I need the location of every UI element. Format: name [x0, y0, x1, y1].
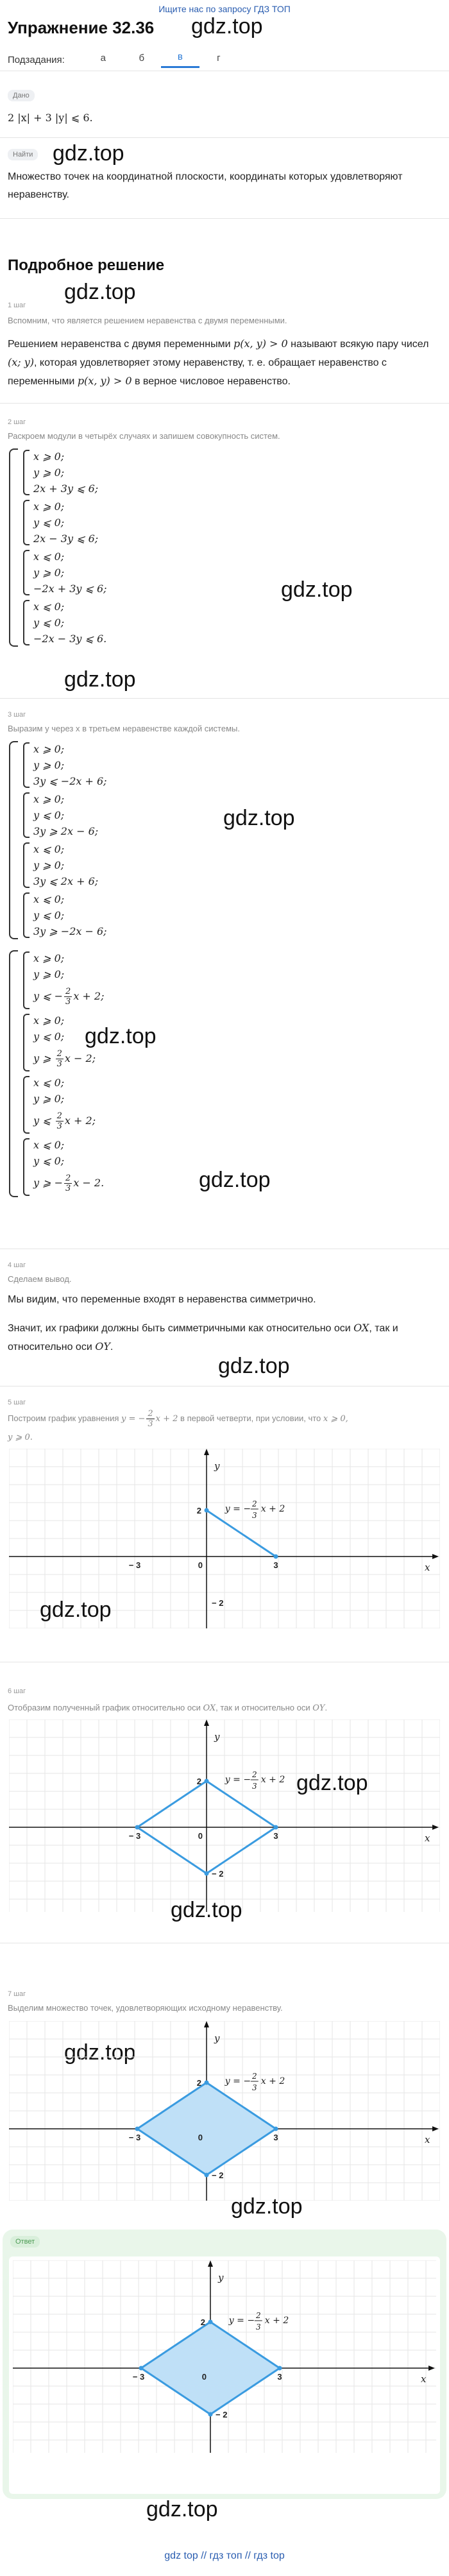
y-axis-label: y: [214, 1460, 220, 1472]
equation-denominator: 3: [251, 1511, 257, 1520]
given-text: 2 |x| + 3 |y| ⩽ 6.: [8, 112, 93, 124]
step-2-intro: Раскроем модули в четырёх случаях и запишем совокупность систем.: [8, 431, 280, 441]
tick-label-y-neg: − 2: [212, 2171, 224, 2180]
graph-step-6: [9, 1719, 440, 1915]
equation-suffix: x + 2: [260, 1504, 285, 1514]
graph-point: [139, 2366, 144, 2371]
equation-prefix: y = −: [224, 1504, 251, 1514]
tick-label-y-neg: − 2: [216, 2410, 228, 2419]
step-1-tag: 1 шаг: [8, 302, 26, 309]
tick-label-x-pos: 3: [273, 1831, 278, 1841]
graph-point: [135, 1825, 140, 1830]
tick-label-x-neg: − 3: [128, 1831, 141, 1841]
watermark: gdz.top: [85, 1024, 157, 1048]
graph-answer: [13, 2260, 436, 2456]
subtask-label: Подзадания:: [8, 54, 65, 65]
watermark: gdz.top: [199, 1168, 271, 1192]
x-axis-arrow: [432, 2126, 439, 2131]
watermark: gdz.top: [296, 1771, 368, 1795]
tick-label-y-pos: 2: [196, 1506, 201, 1515]
system: x ⩽ 0; y ⩾ 0; 3y ⩽ 2x + 6;: [23, 841, 107, 889]
graph-segment: [207, 1827, 276, 1873]
equation-denominator: 3: [255, 2323, 261, 2332]
step-4-line2: Значит, их графики должны быть симметричными как относительно оси OX, так и относительно оси OY.: [8, 1322, 398, 1352]
equation-suffix: x + 2: [260, 2076, 285, 2086]
divider: [0, 698, 449, 699]
tick-label-y-pos: 2: [196, 1777, 201, 1786]
graph-point: [135, 2127, 140, 2131]
step-4-line1: Мы видим, что переменные входят в неравенства симметрично.: [8, 1294, 316, 1305]
graph-segment: [137, 1827, 207, 1873]
step-6-intro: Отобразим полученный график относительно оси OX, так и относительно оси OY.: [8, 1703, 328, 1713]
solution-region: [141, 2322, 280, 2414]
system: x ⩾ 0; y ⩾ 0; 2x + 3y ⩽ 6;: [23, 448, 107, 497]
top-banner[interactable]: Ищите нас по запросу ГДЗ ТОП: [158, 4, 291, 14]
watermark: gdz.top: [64, 667, 136, 692]
graph-segment: [207, 1510, 276, 1557]
system: x ⩾ 0; y ⩾ 0; y ⩽ − $\frac{2}{3}$ x + 2;: [23, 950, 104, 1011]
graph-point: [205, 2173, 209, 2178]
tab-g[interactable]: г: [217, 52, 221, 64]
equation-numerator: 2: [251, 1499, 257, 1508]
system: x ⩽ 0; y ⩾ 0; y ⩽ $\frac{2}{3}$ x + 2;: [23, 1075, 104, 1135]
system: x ⩾ 0; y ⩽ 0; y ⩾ $\frac{2}{3}$ x − 2;: [23, 1012, 104, 1073]
watermark: gdz.top: [40, 1598, 112, 1622]
divider: [0, 218, 449, 219]
system: x ⩾ 0; y ⩽ 0; 3y ⩾ 2x − 6;: [23, 791, 107, 839]
y-axis-arrow: [204, 2021, 209, 2027]
graph-point: [274, 2127, 278, 2131]
tab-v[interactable]: в: [161, 51, 199, 68]
tick-label-x-neg: − 3: [132, 2372, 145, 2382]
system: x ⩽ 0; y ⩾ 0; −2x + 3y ⩽ 6;: [23, 549, 107, 597]
divider: [0, 137, 449, 138]
step-7-tag: 7 шаг: [8, 1990, 26, 1998]
system: x ⩽ 0; y ⩽ 0; y ⩾ − $\frac{2}{3}$ x − 2.: [23, 1137, 104, 1197]
graph-point: [278, 2366, 282, 2371]
watermark: gdz.top: [281, 577, 353, 602]
subtask-tabs: [8, 51, 238, 68]
step-4-tag: 4 шаг: [8, 1261, 26, 1269]
watermark: gdz.top: [191, 14, 263, 38]
step-1-intro: Вспомним, что является решением неравенства с двумя переменными.: [8, 316, 287, 325]
origin-label: 0: [198, 1831, 203, 1841]
x-axis-arrow: [432, 1554, 439, 1559]
x-axis-label: x: [421, 2373, 427, 2385]
graph-point: [274, 1825, 278, 1830]
graph-point: [208, 2320, 213, 2324]
equation-suffix: x + 2: [264, 2316, 289, 2326]
x-axis-label: x: [425, 1832, 430, 1844]
coordinate-plane: [13, 2260, 436, 2453]
answer-panel: [9, 2256, 440, 2494]
graph-step-7: [9, 2021, 440, 2204]
step-5-tag: 5 шаг: [8, 1399, 26, 1406]
given-tag: Дано: [8, 90, 35, 101]
tick-label-x-neg: − 3: [128, 2133, 141, 2142]
tick-label-x-pos: 3: [277, 2372, 282, 2382]
graph-point: [205, 2081, 209, 2085]
find-tag: Найти: [8, 149, 38, 160]
x-axis-label: x: [425, 2134, 430, 2145]
step-5-intro: Построим график уравнения y = − $\frac{2}{3}$ x + 2 в первой четверти, при условии, что x ⩾ 0, y ⩾ 0.: [8, 1409, 348, 1442]
step-3-intro: Выразим y через x в третьем неравенстве каждой системы.: [8, 724, 240, 733]
y-axis-label: y: [218, 2272, 224, 2283]
watermark: gdz.top: [64, 2040, 136, 2065]
equation-prefix: y = −: [228, 2316, 255, 2326]
watermark: gdz.top: [146, 2497, 218, 2521]
tick-label-x-neg: − 3: [128, 1560, 141, 1570]
divider: [0, 403, 449, 404]
tick-label-x-pos: 3: [273, 2133, 278, 2142]
step-3-tag: 3 шаг: [8, 711, 26, 719]
x-axis-arrow: [432, 1825, 439, 1830]
tab-b[interactable]: б: [139, 52, 145, 64]
x-axis-label: x: [425, 1562, 430, 1573]
watermark: gdz.top: [223, 806, 295, 830]
y-axis-arrow: [208, 2260, 213, 2267]
footer-links[interactable]: gdz top // гдз топ // гдз top: [164, 2550, 285, 2561]
equation-numerator: 2: [255, 2311, 261, 2320]
system: x ⩽ 0; y ⩽ 0; 3y ⩾ −2x − 6;: [23, 891, 107, 939]
step-7-intro: Выделим множество точек, удовлетворяющих исходному неравенству.: [8, 2003, 283, 2013]
step-1-text: Решением неравенства с двумя переменными p(x, y) > 0 называют всякую пару чисел (x; y), которая удовлетворяет этому неравенству, т. е. обращает неравенство с переменными p(x, y) > 0 в верное числовое неравенство.: [8, 337, 429, 387]
tick-label-y-neg: − 2: [212, 1598, 224, 1608]
coordinate-plane: [9, 2021, 440, 2201]
step-2-systems: [9, 447, 107, 649]
y-axis-label: y: [214, 2033, 220, 2044]
equation-numerator: 2: [251, 2072, 257, 2081]
origin-label: 0: [198, 2133, 203, 2142]
equation-denominator: 3: [251, 2083, 257, 2092]
coordinate-plane: [9, 1719, 440, 1912]
system: x ⩾ 0; y ⩽ 0; 2x − 3y ⩽ 6;: [23, 499, 107, 547]
step-2-tag: 2 шаг: [8, 418, 26, 426]
origin-label: 0: [201, 2372, 207, 2382]
equation-numerator: 2: [251, 1770, 257, 1779]
x-axis-arrow: [428, 2366, 435, 2371]
y-axis-arrow: [204, 1449, 209, 1455]
watermark: gdz.top: [218, 1354, 290, 1378]
equation-suffix: x + 2: [260, 1775, 285, 1785]
equation-denominator: 3: [251, 1782, 257, 1791]
system: x ⩾ 0; y ⩾ 0; 3y ⩽ −2x + 6;: [23, 741, 107, 789]
graph-point: [274, 1555, 278, 1559]
step-6-tag: 6 шаг: [8, 1687, 26, 1695]
exercise-title: Упражнение 32.36: [8, 18, 155, 37]
watermark: gdz.top: [53, 141, 124, 166]
watermark: gdz.top: [231, 2194, 303, 2219]
solution-region: [137, 2083, 276, 2175]
watermark: gdz.top: [171, 1898, 242, 1922]
solution-heading: Подробное решение: [8, 257, 165, 274]
y-axis-arrow: [204, 1719, 209, 1726]
answer-tag: Ответ: [10, 2236, 40, 2248]
graph-point: [205, 1508, 209, 1513]
tick-label-y-pos: 2: [196, 2078, 201, 2088]
find-text: Множество точек на координатной плоскости, координаты которых удовлетворяют неравенству.: [8, 171, 403, 200]
y-axis-label: y: [214, 1731, 220, 1743]
tab-a[interactable]: а: [100, 52, 106, 64]
step-3-systems-a: [9, 739, 107, 941]
graph-point: [205, 1872, 209, 1876]
tick-label-x-pos: 3: [273, 1560, 278, 1570]
equation-prefix: y = −: [224, 2076, 251, 2086]
origin-label: 0: [198, 1560, 203, 1570]
answer-box: [3, 2230, 446, 2499]
tick-label-y-pos: 2: [200, 2317, 205, 2327]
system: x ⩽ 0; y ⩽ 0; −2x − 3y ⩽ 6.: [23, 599, 107, 647]
equation-prefix: y = −: [224, 1775, 251, 1785]
step-3-systems-b: [9, 948, 104, 1199]
step-4-intro: Сделаем вывод.: [8, 1274, 72, 1284]
watermark: gdz.top: [64, 280, 136, 304]
graph-point: [205, 1779, 209, 1784]
graph-segment: [137, 1781, 207, 1827]
graph-point: [208, 2412, 213, 2417]
graph-segment: [207, 1781, 276, 1827]
tick-label-y-neg: − 2: [212, 1869, 224, 1879]
